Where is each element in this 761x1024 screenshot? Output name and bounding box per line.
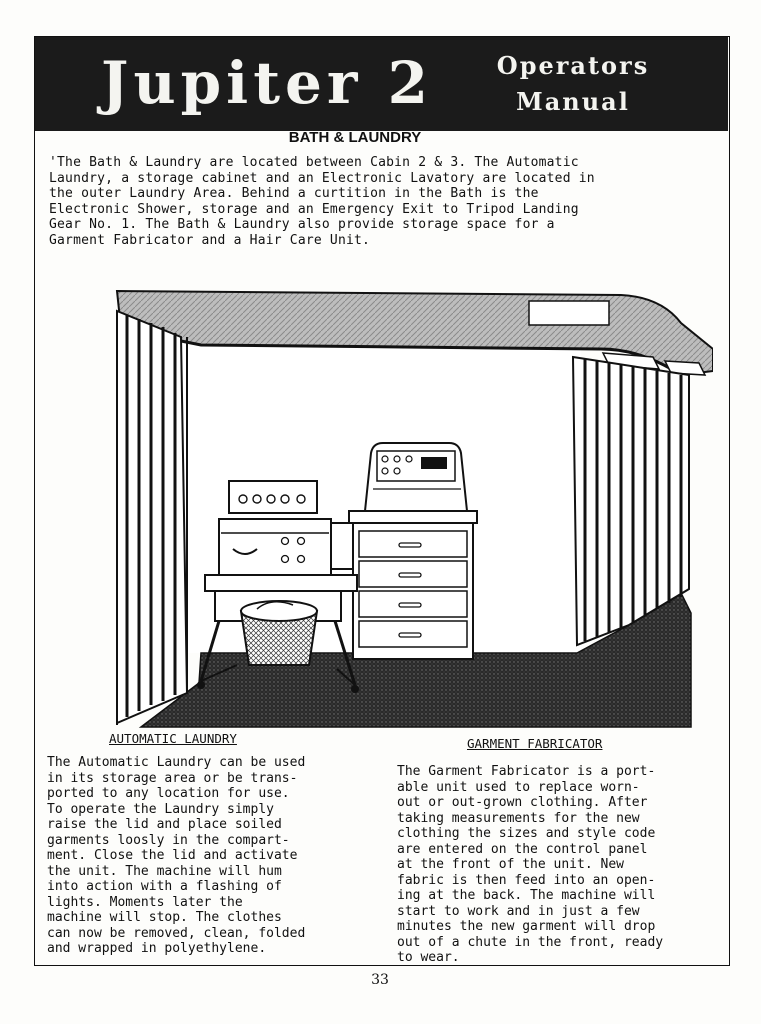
manual-subtitle-line1: Operators xyxy=(496,51,650,80)
garment-fabricator-description xyxy=(397,764,663,966)
text-line: at the front of the unit. New xyxy=(397,857,624,872)
display-panel xyxy=(421,457,447,469)
text-line: the unit. The machine will hum xyxy=(47,863,282,879)
text-line: in its storage area or be trans- xyxy=(47,770,298,786)
manual-title: Jupiter 2 xyxy=(101,49,433,117)
text-line: start to work and in just a few xyxy=(397,903,640,919)
text-line: are entered on the control panel xyxy=(397,841,648,857)
text-line: can now be removed, clean, folded xyxy=(47,925,306,941)
masthead xyxy=(35,37,728,131)
text-line: to wear. xyxy=(397,950,460,965)
page-frame xyxy=(34,36,730,966)
intro-paragraph xyxy=(49,155,719,249)
laundry-basket xyxy=(241,601,317,665)
text-line: The Garment Fabricator is a port- xyxy=(397,764,656,779)
garment-fabricator-caption: GARMENT FABRICATOR xyxy=(467,736,603,751)
text-line: raise the lid and place soiled xyxy=(47,817,282,832)
garment-fabricator xyxy=(365,443,467,511)
ceiling-light xyxy=(529,301,609,325)
text-line: The Automatic Laundry can be used xyxy=(47,755,306,770)
intro-line: the outer Laundry Area. Behind a curtition in the Bath is the xyxy=(49,186,539,202)
text-line: out or out-grown clothing. After xyxy=(397,795,648,810)
text-line: ing at the back. The machine will xyxy=(397,888,656,903)
text-line: To operate the Laundry simply xyxy=(47,801,274,817)
text-line: ported to any location for use. xyxy=(47,786,290,801)
page-number: 33 xyxy=(371,972,389,988)
text-line: minutes the new garment will drop xyxy=(397,919,656,934)
intro-line: Electronic Shower, storage and an Emergency Exit to Tripod Landing xyxy=(49,201,579,217)
text-line: machine will stop. The clothes xyxy=(47,910,282,925)
text-line: lights. Moments later the xyxy=(47,894,243,910)
automatic-laundry-caption: AUTOMATIC LAUNDRY xyxy=(109,731,237,746)
manual-subtitle-line2: Manual xyxy=(516,87,630,116)
text-line: out of a chute in the front, ready xyxy=(397,934,664,950)
text-line: able unit used to replace worn- xyxy=(397,779,640,795)
intro-line: Garment Fabricator and a Hair Care Unit. xyxy=(49,232,371,248)
text-line: into action with a flashing of xyxy=(47,879,282,894)
intro-line: 'The Bath & Laundry are located between Cabin 2 & 3. The Automatic xyxy=(49,155,579,170)
storage-cabinet xyxy=(349,511,477,659)
laundry-room-illustration xyxy=(81,253,713,729)
text-line: garments loosly in the compart- xyxy=(47,832,290,848)
left-curtain xyxy=(117,311,187,723)
automatic-laundry-description xyxy=(47,755,305,957)
text-line: ment. Close the lid and activate xyxy=(47,848,298,863)
text-line: taking measurements for the new xyxy=(397,810,640,826)
text-line: and wrapped in polyethylene. xyxy=(47,941,267,956)
text-line: clothing the sizes and style code xyxy=(397,826,656,841)
section-title: BATH & LAUNDRY xyxy=(288,129,422,146)
intro-line: Gear No. 1. The Bath & Laundry also provide storage space for a xyxy=(49,217,555,233)
text-line: fabric is then feed into an open- xyxy=(397,872,656,888)
intro-line: Laundry, a storage cabinet and an Electronic Lavatory are located in xyxy=(49,170,595,186)
